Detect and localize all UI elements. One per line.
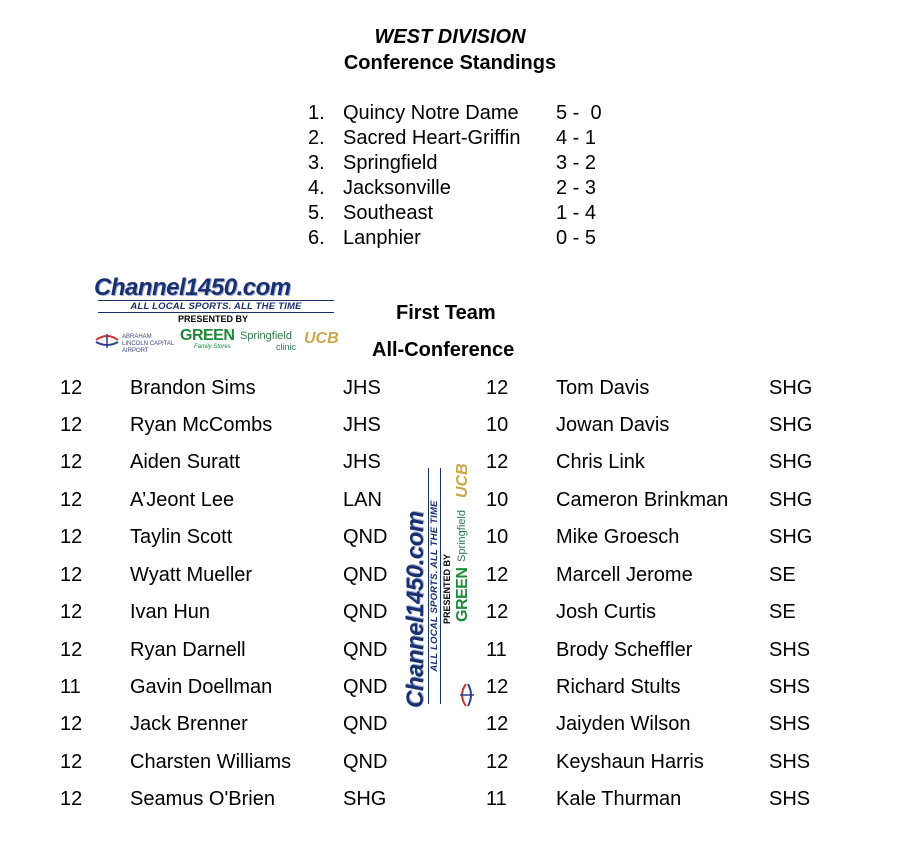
ucb-sponsor: UCB bbox=[304, 330, 339, 347]
standings-rank: 2. bbox=[308, 127, 325, 149]
standings-record: 3 - 2 bbox=[556, 152, 597, 174]
school: SHG bbox=[769, 377, 813, 399]
grade: 11 bbox=[486, 639, 507, 661]
school: SHG bbox=[343, 788, 387, 810]
player-name: Josh Curtis bbox=[556, 601, 657, 623]
airport-logo-icon bbox=[94, 330, 120, 350]
school: SE bbox=[769, 564, 796, 586]
player-name: Ivan Hun bbox=[130, 601, 211, 623]
school: QND bbox=[343, 564, 388, 586]
grade: 12 bbox=[60, 639, 83, 661]
channel1450-tagline: ALL LOCAL SPORTS. ALL THE TIME bbox=[98, 300, 334, 313]
all-conference-heading: All-Conference bbox=[372, 339, 515, 361]
player-name: Jaiyden Wilson bbox=[556, 713, 691, 735]
channel1450-logo bbox=[90, 274, 340, 358]
school: QND bbox=[343, 639, 388, 661]
school: QND bbox=[343, 526, 388, 548]
school: JHS bbox=[343, 414, 381, 436]
grade: 12 bbox=[486, 377, 509, 399]
player-name: Ryan Darnell bbox=[130, 639, 246, 661]
player-name: Keyshaun Harris bbox=[556, 751, 704, 773]
grade: 10 bbox=[486, 489, 509, 511]
player-name: Seamus O'Brien bbox=[130, 788, 275, 810]
school: SHG bbox=[769, 489, 813, 511]
ucb-sponsor: UCB bbox=[454, 463, 471, 498]
airport-logo-icon bbox=[456, 682, 476, 708]
airport-sponsor: ABRAHAM LINCOLN CAPITAL AIRPORT bbox=[122, 334, 175, 354]
school: SE bbox=[769, 601, 796, 623]
grade: 12 bbox=[486, 676, 509, 698]
standings-record: 5 - 0 bbox=[556, 102, 602, 124]
school: SHS bbox=[769, 751, 811, 773]
grade: 12 bbox=[60, 788, 83, 810]
standings-team: Springfield bbox=[343, 152, 438, 174]
standings-team: Lanphier bbox=[343, 227, 421, 249]
school: SHS bbox=[769, 713, 811, 735]
standings-rank: 1. bbox=[308, 102, 325, 124]
standings-record: 1 - 4 bbox=[556, 202, 597, 224]
grade: 12 bbox=[486, 751, 509, 773]
standings-record: 2 - 3 bbox=[556, 177, 597, 199]
grade: 12 bbox=[60, 526, 83, 548]
standings-record: 0 - 5 bbox=[556, 227, 597, 249]
player-name: Taylin Scott bbox=[130, 526, 233, 548]
grade: 12 bbox=[60, 564, 83, 586]
green-sponsor: GREEN bbox=[454, 567, 471, 622]
school: SHS bbox=[769, 639, 811, 661]
grade: 12 bbox=[60, 414, 83, 436]
school: QND bbox=[343, 713, 388, 735]
school: SHG bbox=[769, 414, 813, 436]
school: QND bbox=[343, 601, 388, 623]
grade: 12 bbox=[60, 377, 83, 399]
grade: 12 bbox=[60, 489, 83, 511]
grade: 12 bbox=[60, 451, 83, 473]
school: SHS bbox=[769, 788, 811, 810]
grade: 12 bbox=[486, 451, 509, 473]
player-name: Wyatt Mueller bbox=[130, 564, 253, 586]
channel1450-logo-vertical bbox=[402, 462, 480, 712]
clinic-sponsor: Springfield bbox=[240, 330, 292, 342]
school: QND bbox=[343, 676, 388, 698]
clinic-sponsor-sub: clinic bbox=[276, 342, 297, 352]
first-team-heading: First Team bbox=[396, 302, 496, 324]
standings-team: Sacred Heart-Griffin bbox=[343, 127, 521, 149]
standings-rank: 6. bbox=[308, 227, 325, 249]
channel1450-brand: Channel1450.com bbox=[94, 274, 291, 301]
school: JHS bbox=[343, 377, 381, 399]
grade: 11 bbox=[60, 676, 81, 698]
grade: 12 bbox=[60, 751, 83, 773]
player-name: Aiden Suratt bbox=[130, 451, 241, 473]
channel1450-tagline: ALL LOCAL SPORTS. ALL THE TIME bbox=[428, 468, 441, 704]
grade: 11 bbox=[486, 788, 507, 810]
standings-rank: 4. bbox=[308, 177, 325, 199]
player-name: Gavin Doellman bbox=[130, 676, 273, 698]
player-name: Brody Scheffler bbox=[556, 639, 693, 661]
standings-rank: 5. bbox=[308, 202, 325, 224]
player-name: A’Jeont Lee bbox=[130, 489, 235, 511]
standings-team: Jacksonville bbox=[343, 177, 451, 199]
player-name: Charsten Williams bbox=[130, 751, 292, 773]
grade: 10 bbox=[486, 414, 509, 436]
standings-subtitle: Conference Standings bbox=[343, 52, 557, 74]
channel1450-brand: Channel1450.com bbox=[402, 511, 429, 708]
player-name: Jowan Davis bbox=[556, 414, 670, 436]
player-name: Chris Link bbox=[556, 451, 645, 473]
division-title: WEST DIVISION bbox=[374, 26, 526, 48]
school: SHG bbox=[769, 526, 813, 548]
green-sponsor: GREEN bbox=[180, 327, 235, 344]
clinic-sponsor: Springfield bbox=[456, 510, 468, 562]
grade: 12 bbox=[486, 713, 509, 735]
grade: 10 bbox=[486, 526, 509, 548]
grade: 12 bbox=[486, 601, 509, 623]
player-name: Mike Groesch bbox=[556, 526, 680, 548]
player-name: Richard Stults bbox=[556, 676, 681, 698]
school: SHG bbox=[769, 451, 813, 473]
standings-record: 4 - 1 bbox=[556, 127, 597, 149]
player-name: Cameron Brinkman bbox=[556, 489, 729, 511]
standings-team: Quincy Notre Dame bbox=[343, 102, 519, 124]
grade: 12 bbox=[60, 713, 83, 735]
presented-by-label: PRESENTED BY bbox=[178, 314, 249, 324]
player-name: Jack Brenner bbox=[130, 713, 248, 735]
grade: 12 bbox=[60, 601, 83, 623]
school: JHS bbox=[343, 451, 381, 473]
school: SHS bbox=[769, 676, 811, 698]
standings-rank: 3. bbox=[308, 152, 325, 174]
player-name: Kale Thurman bbox=[556, 788, 682, 810]
player-name: Ryan McCombs bbox=[130, 414, 273, 436]
player-name: Tom Davis bbox=[556, 377, 650, 399]
green-sponsor-sub: Family Stores bbox=[194, 344, 231, 350]
player-name: Brandon Sims bbox=[130, 377, 256, 399]
presented-by-label: PRESENTED BY bbox=[442, 553, 452, 624]
grade: 12 bbox=[486, 564, 509, 586]
player-name: Marcell Jerome bbox=[556, 564, 693, 586]
school: QND bbox=[343, 751, 388, 773]
school: LAN bbox=[343, 489, 382, 511]
standings-team: Southeast bbox=[343, 202, 434, 224]
